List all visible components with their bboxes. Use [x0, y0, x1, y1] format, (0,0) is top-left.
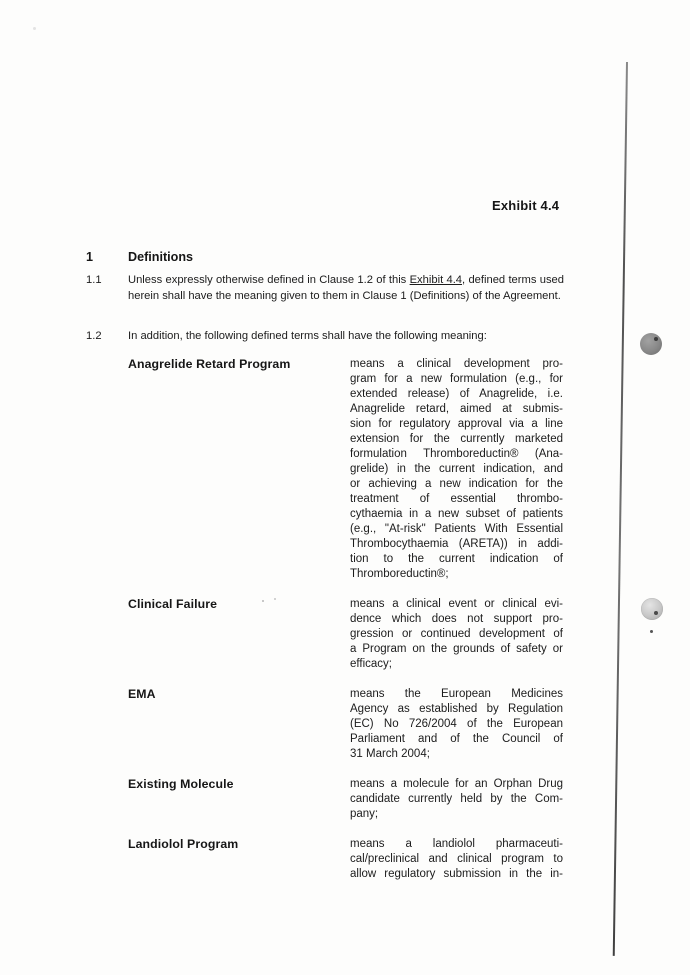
definitions-list — [128, 357, 563, 897]
definition-line: dence which does not support pro- — [350, 613, 563, 625]
definition-line: Agency as established by Regulation — [350, 703, 563, 715]
clause-text: In addition, the following defined terms shall have the following meaning: — [128, 330, 487, 342]
definition-line: formulation Thromboreductin® (Ana- — [350, 448, 563, 460]
definition-row — [128, 777, 563, 822]
definition-line: Parliament and of the Council of — [350, 733, 563, 745]
definition-row — [128, 597, 563, 672]
definition-line: Thromboreductin®; — [350, 568, 449, 580]
definition-term: Anagrelide Retard Program — [128, 357, 291, 371]
definition-line: gram for a new formulation (e.g., for — [350, 373, 563, 385]
definition-line: efficacy; — [350, 658, 392, 670]
definition-term: Clinical Failure — [128, 597, 218, 611]
definition-term: EMA — [128, 687, 156, 701]
clause-number: 1.1 — [86, 274, 102, 286]
clause-text-before: Unless expressly otherwise defined in Clause 1.2 of this — [128, 274, 410, 286]
definition-line: extended release) of Anagrelide, i.e. — [350, 388, 563, 400]
definition-line: sion for regulatory approval via a line — [350, 418, 563, 430]
definition-line: a Program on the grounds of safety or — [350, 643, 563, 655]
definition-text — [350, 687, 563, 762]
section-title: Definitions — [128, 250, 194, 264]
definition-text — [350, 837, 563, 882]
definition-line: Anagrelide retard, aimed at submis- — [350, 403, 563, 415]
definition-line: allow regulatory submission in the in- — [350, 868, 563, 880]
definition-term: Existing Molecule — [128, 777, 234, 791]
clause-1-1 — [86, 272, 564, 304]
definition-line: cal/preclinical and clinical program to — [350, 853, 563, 865]
definition-line: Thrombocythaemia (ARETA)) in addi- — [350, 538, 563, 550]
definition-text — [350, 777, 563, 822]
definition-line: gression or continued development of — [350, 628, 563, 640]
section-number: 1 — [86, 250, 94, 264]
scan-edge-line — [613, 62, 628, 956]
punch-hole-top — [640, 333, 662, 355]
definition-row — [128, 357, 563, 582]
definition-line: (EC) No 726/2004 of the European — [350, 718, 563, 730]
definition-text — [350, 597, 563, 672]
definition-text — [350, 357, 563, 582]
scan-dot — [650, 630, 653, 633]
definition-row — [128, 687, 563, 762]
clause-text — [128, 272, 564, 304]
section-heading — [86, 250, 193, 264]
definition-line: pany; — [350, 808, 379, 820]
definition-term: Landiolol Program — [128, 837, 239, 851]
clause-1-2 — [86, 328, 564, 344]
clause-text-after: , defined terms used herein shall have the meaning given to them in Clause 1 (Definitions) of the Agreement. — [128, 274, 564, 302]
definition-line: means a landiolol pharmaceuti- — [350, 838, 563, 850]
definition-line: tion to the current indication of — [350, 553, 563, 565]
definition-line: 31 March 2004; — [350, 748, 430, 760]
exhibit-label: Exhibit 4.4 — [492, 198, 560, 213]
definition-line: candidate currently held by the Com- — [350, 793, 563, 805]
definition-line: or achieving a new indication for the — [350, 478, 563, 490]
definition-line: (e.g., "At-risk" Patients With Essential — [350, 523, 563, 535]
definition-line: extension for the currently marketed — [350, 433, 563, 445]
definition-row — [128, 837, 563, 882]
exhibit-reference: Exhibit 4.4 — [409, 274, 463, 286]
definition-line: means a molecule for an Orphan Drug — [350, 778, 563, 790]
clause-number: 1.2 — [86, 330, 102, 342]
definition-line: cythaemia in a new subset of patients — [350, 508, 563, 520]
definition-line: treatment of essential thrombo- — [350, 493, 563, 505]
scan-speck — [33, 27, 36, 30]
definition-line: means a clinical development pro- — [350, 358, 563, 370]
definition-line: means the European Medicines — [350, 688, 563, 700]
definition-line: grelide) in the current indication, and — [350, 463, 563, 475]
definition-line: means a clinical event or clinical evi- — [350, 598, 563, 610]
punch-hole-bottom — [641, 598, 663, 620]
